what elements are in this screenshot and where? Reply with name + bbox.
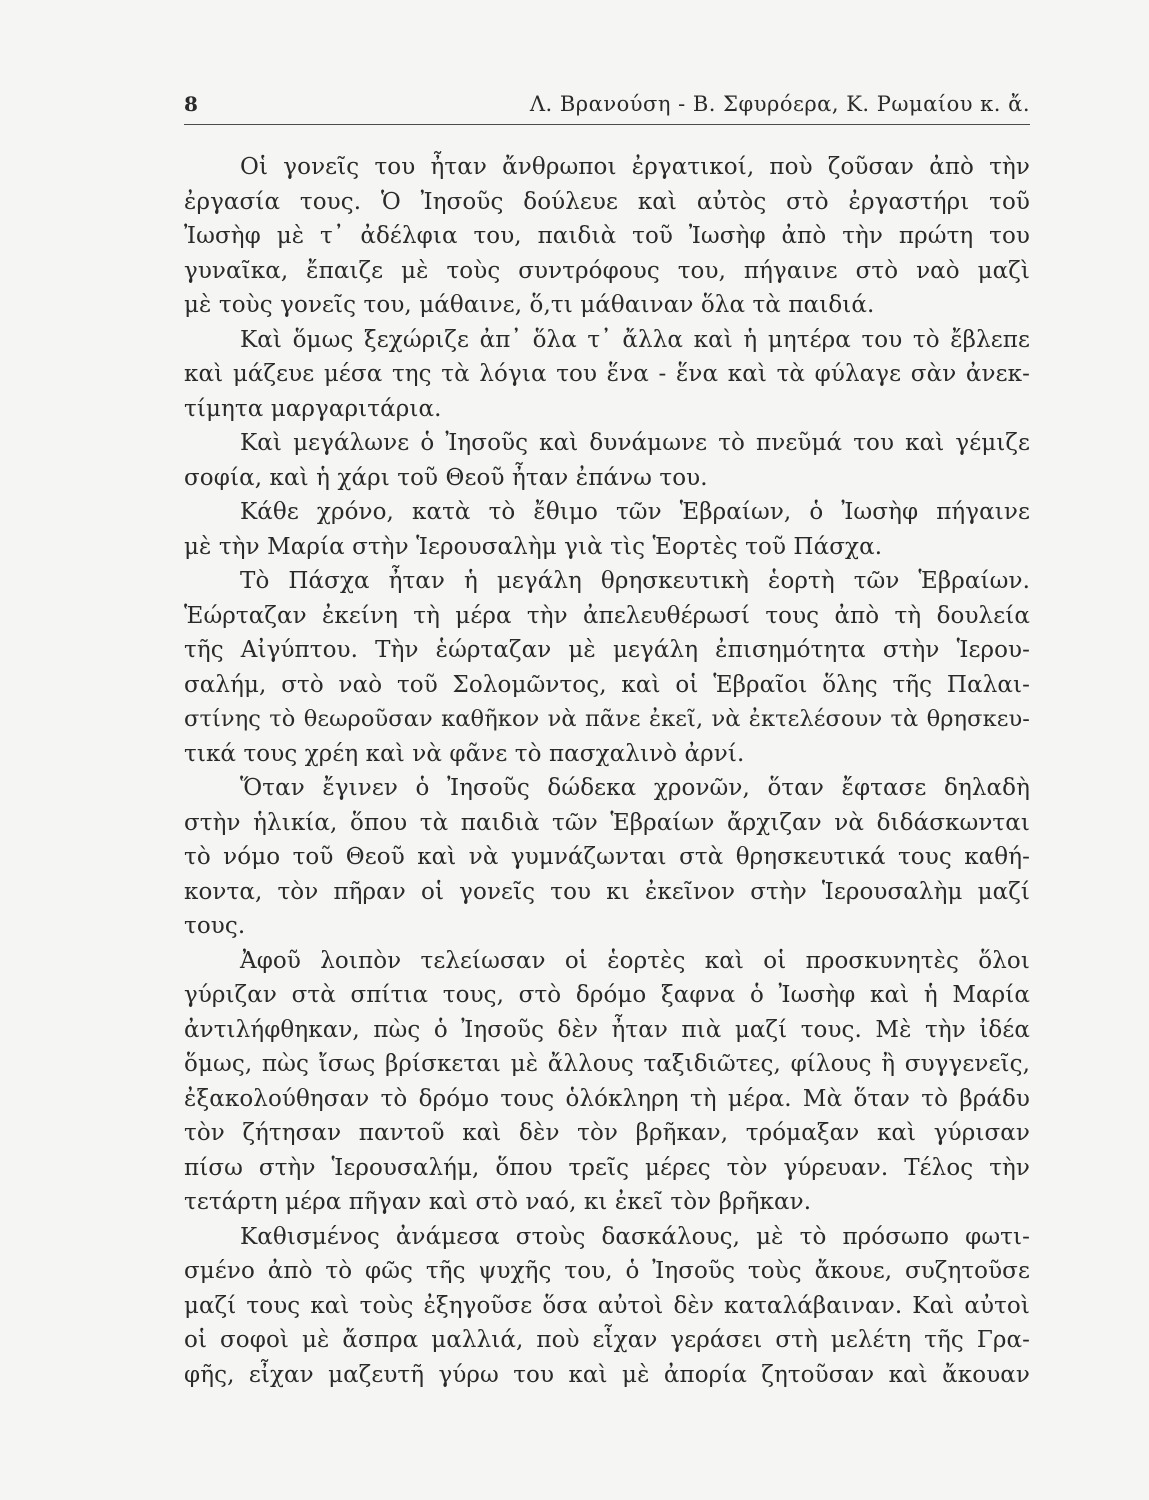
text-line: Ὅταν ἔγινεν ὁ Ἰησοῦς δώδεκα χρονῶν, ὅταν ἔφτασε δηλαδὴ bbox=[240, 775, 1030, 801]
text-line: ὅμως, πὼς ἴσως βρίσκεται μὲ ἄλλους ταξιδιῶτες, φίλους ἢ συγγενεῖς, bbox=[184, 1051, 1030, 1077]
text-line: τὸ νόμο τοῦ Θεοῦ καὶ νὰ γυμνάζωνται στὰ θρησκευτικά τους καθή- bbox=[184, 844, 1030, 870]
text-line: Καθισμένος ἀνάμεσα στοὺς δασκάλους, μὲ τὸ πρόσωπο φωτι- bbox=[240, 1223, 1030, 1250]
text-line: πίσω στὴν Ἱερουσαλήμ, ὅπου τρεῖς μέρες τὸν γύρευαν. Τέλος τὴν bbox=[184, 1154, 1030, 1181]
text-line: στὴν ἡλικία, ὅπου τὰ παιδιὰ τῶν Ἑβραίων ἄρχιζαν νὰ διδάσκωνται bbox=[184, 809, 1030, 836]
text-line: Ἑώρταζαν ἐκείνη τὴ μέρα τὴν ἀπελευθέρωσί τους ἀπὸ τὴ δουλεία bbox=[184, 602, 1030, 629]
text-line: τους. bbox=[184, 913, 246, 939]
text-line: Ἀφοῦ λοιπὸν τελείωσαν οἱ ἑορτὲς καὶ οἱ προσκυνητὲς ὅλοι bbox=[240, 947, 1030, 974]
text-line: ἀντιλήφθηκαν, πὼς ὁ Ἰησοῦς δὲν ἦταν πιὰ μαζί τους. Μὲ τὴν ἰδέα bbox=[184, 1016, 1030, 1043]
text-line: φῆς, εἶχαν μαζευτῆ γύρω του καὶ μὲ ἀπορία ζητοῦσαν καὶ ἄκουαν bbox=[184, 1361, 1030, 1388]
text-line: γυναῖκα, ἔπαιζε μὲ τοὺς συντρόφους του, πήγαινε στὸ ναὸ μαζὶ bbox=[184, 257, 1030, 284]
text-line: μὲ τὴν Μαρία στὴν Ἱερουσαλὴμ γιὰ τὶς Ἑορτὲς τοῦ Πάσχα. bbox=[184, 533, 883, 560]
text-line: κοντα, τὸν πῆραν οἱ γονεῖς του κι ἐκεῖνον στὴν Ἱερουσαλὴμ μαζί bbox=[184, 878, 1030, 905]
text-line: Καὶ ὅμως ξεχώριζε ἀπ᾽ ὅλα τ᾽ ἄλλα καὶ ἡ μητέρα του τὸ ἔβλεπε bbox=[240, 326, 1030, 353]
text-line: σοφία, καὶ ἡ χάρι τοῦ Θεοῦ ἦταν ἐπάνω του. bbox=[184, 464, 708, 491]
page-header bbox=[184, 86, 1030, 122]
text-line: ἐργασία τους. Ὁ Ἰησοῦς δούλευε καὶ αὐτὸς στὸ ἐργαστήρι τοῦ bbox=[184, 188, 1030, 215]
text-line: τετάρτη μέρα πῆγαν καὶ στὸ ναό, κι ἐκεῖ τὸν βρῆκαν. bbox=[184, 1189, 812, 1215]
body-text bbox=[184, 150, 1030, 1392]
text-line: Κάθε χρόνο, κατὰ τὸ ἔθιμο τῶν Ἑβραίων, ὁ Ἰωσὴφ πήγαινε bbox=[240, 499, 1030, 525]
text-line: οἱ σοφοὶ μὲ ἄσπρα μαλλιά, ποὺ εἶχαν γεράσει στὴ μελέτη τῆς Γρα- bbox=[184, 1327, 1030, 1353]
text-line: μαζί τους καὶ τοὺς ἐξηγοῦσε ὅσα αὐτοὶ δὲν καταλάβαιναν. Καὶ αὐτοὶ bbox=[184, 1292, 1030, 1319]
text-line: καὶ μάζευε μέσα της τὰ λόγια του ἕνα - ἕνα καὶ τὰ φύλαγε σὰν ἀνεκ- bbox=[184, 361, 1030, 387]
text-line: τὸν ζήτησαν παντοῦ καὶ δὲν τὸν βρῆκαν, τρόμαξαν καὶ γύρισαν bbox=[184, 1120, 1030, 1146]
text-line: ἐξακολούθησαν τὸ δρόμο τους ὁλόκληρη τὴ μέρα. Μὰ ὅταν τὸ βράδυ bbox=[184, 1085, 1030, 1112]
text-line: τικά τους χρέη καὶ νὰ φᾶνε τὸ πασχαλινὸ ἀρνί. bbox=[184, 740, 745, 767]
text-line: Τὸ Πάσχα ἦταν ἡ μεγάλη θρησκευτικὴ ἑορτὴ τῶν Ἑβραίων. bbox=[240, 568, 1030, 594]
text-line: στίνης τὸ θεωροῦσαν καθῆκον νὰ πᾶνε ἐκεῖ, νὰ ἐκτελέσουν τὰ θρησκευ- bbox=[184, 706, 1030, 732]
running-title: Λ. Βρανούση - Β. Σφυρόερα, Κ. Ρωμαίου κ. ἄ. bbox=[529, 92, 1030, 116]
page-number: 8 bbox=[184, 92, 198, 116]
text-line: Ἰωσὴφ μὲ τ᾽ ἀδέλφια του, παιδιὰ τοῦ Ἰωσὴφ ἀπὸ τὴν πρώτη του bbox=[184, 223, 1030, 249]
header-rule bbox=[184, 124, 1030, 125]
text-line: σμένο ἀπὸ τὸ φῶς τῆς ψυχῆς του, ὁ Ἰησοῦς τοὺς ἄκουε, συζητοῦσε bbox=[184, 1258, 1030, 1284]
text-line: Καὶ μεγάλωνε ὁ Ἰησοῦς καὶ δυνάμωνε τὸ πνεῦμά του καὶ γέμιζε bbox=[240, 430, 1030, 456]
text-line: Οἱ γονεῖς του ἦταν ἄνθρωποι ἐργατικοί, ποὺ ζοῦσαν ἀπὸ τὴν bbox=[240, 154, 1030, 180]
text-line: τίμητα μαργαριτάρια. bbox=[184, 395, 442, 422]
text-line: γύριζαν στὰ σπίτια τους, στὸ δρόμο ξαφνα ὁ Ἰωσὴφ καὶ ἡ Μαρία bbox=[184, 982, 1030, 1008]
text-line: τῆς Αἰγύπτου. Τὴν ἑώρταζαν μὲ μεγάλη ἐπισημότητα στὴν Ἱερου- bbox=[184, 637, 1030, 663]
text-line: σαλήμ, στὸ ναὸ τοῦ Σολομῶντος, καὶ οἱ Ἑβραῖοι ὅλης τῆς Παλαι- bbox=[184, 671, 1030, 698]
text-line: μὲ τοὺς γονεῖς του, μάθαινε, ὅ,τι μάθαιναν ὅλα τὰ παιδιά. bbox=[184, 292, 875, 318]
